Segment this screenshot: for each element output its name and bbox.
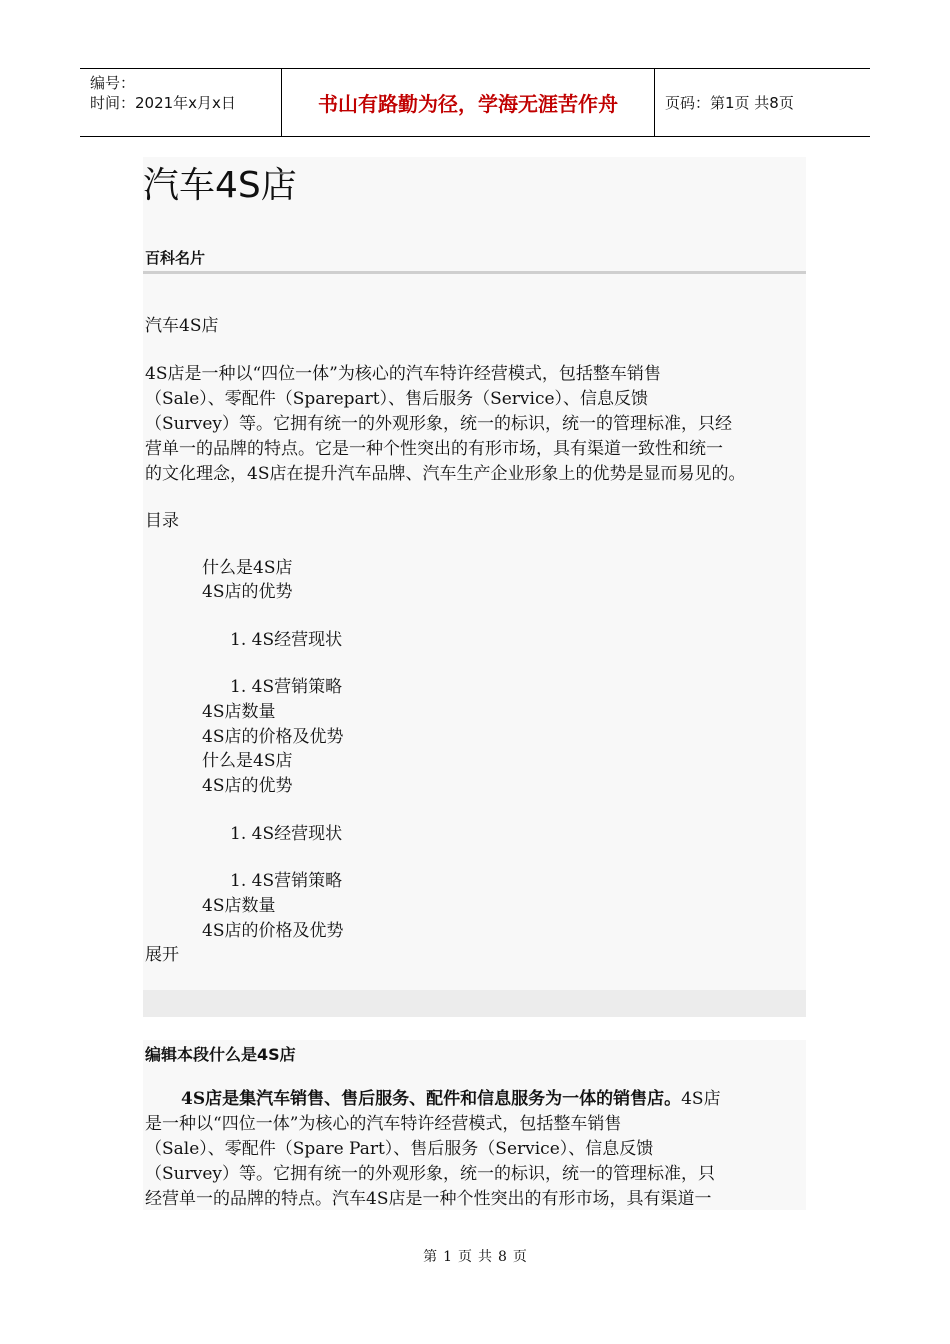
expand-link[interactable]: 展开: [145, 945, 179, 965]
divider: [143, 271, 806, 274]
intro-line: （Sale）、零配件（Sparepart）、售后服务（Service）、信息反馈: [145, 389, 649, 409]
toc-link[interactable]: 4S店的价格及优势: [202, 921, 344, 941]
page-title: 汽车4S店: [143, 165, 297, 206]
time-label: 时间：2021年x月x日: [90, 94, 236, 112]
document-header: [80, 68, 870, 137]
section-paragraph: [145, 1087, 810, 1212]
section-lead-bold: 4S店是集汽车销售、售后服务、配件和信息服务为一体的销售店。: [181, 1089, 682, 1109]
toc-link[interactable]: 4S店的优势: [202, 582, 293, 602]
intro-line: 4S店是一种以“四位一体”为核心的汽车特许经营模式，包括整车销售: [145, 364, 661, 384]
toc-label: 目录: [145, 511, 179, 531]
section-lead-line: [145, 1087, 810, 1112]
intro-line: 的文化理念，4S店在提升汽车品牌、汽车生产企业形象上的优势是显而易见的。: [145, 464, 746, 484]
toc-sublink[interactable]: 1. 4S经营现状: [230, 824, 343, 844]
toc-link[interactable]: 4S店数量: [202, 702, 276, 722]
page-info: 页码：第1页 共8页: [665, 94, 794, 112]
toc-link[interactable]: 什么是4S店: [202, 751, 293, 771]
section-line: 是一种以“四位一体”为核心的汽车特许经营模式，包括整车销售: [145, 1114, 622, 1134]
intro-line: （Survey）等。它拥有统一的外观形象，统一的标识，统一的管理标准，只经: [145, 414, 732, 434]
toc-sublink[interactable]: 1. 4S经营现状: [230, 630, 343, 650]
section-lead-rest: 4S店: [681, 1089, 721, 1109]
section-line: （Sale）、零配件（Spare Part）、售后服务（Service）、信息反馈: [145, 1139, 654, 1159]
toc-sublink[interactable]: 1. 4S营销策略: [230, 871, 343, 891]
header-meta-cell: [80, 69, 282, 136]
footer-total-pages: 8: [498, 1249, 507, 1265]
toc-link[interactable]: 4S店数量: [202, 896, 276, 916]
page-info-cell: [655, 69, 870, 136]
toc-link[interactable]: 什么是4S店: [202, 558, 293, 578]
card-footer-band: [143, 990, 806, 1017]
intro-paragraph: [145, 362, 810, 487]
intro-line: 营单一的品牌的特点。它是一种个性突出的有形市场，具有渠道一致性和统一: [145, 439, 723, 459]
footer-ye2: 页: [512, 1249, 527, 1265]
footer-gong: 共: [478, 1249, 492, 1265]
footer-ye: 页: [458, 1249, 472, 1265]
section-line: （Survey）等。它拥有统一的外观形象，统一的标识，统一的管理标准，只: [145, 1164, 715, 1184]
name-line: 汽车4S店: [145, 316, 219, 336]
motto-cell: [282, 69, 655, 136]
encyclopedia-card-label: 百科名片: [145, 249, 206, 267]
motto-text: 书山有路勤为径，学海无涯苦作舟: [318, 92, 618, 116]
footer-di: 第: [423, 1249, 438, 1265]
toc-sublink[interactable]: 1. 4S营销策略: [230, 677, 343, 697]
page-footer: [0, 1246, 950, 1266]
number-label: 编号：: [90, 74, 136, 92]
toc-link[interactable]: 4S店的优势: [202, 776, 293, 796]
section-title: 编辑本段什么是4S店: [145, 1045, 296, 1064]
section-line: 经营单一的品牌的特点。汽车4S店是一种个性突出的有形市场，具有渠道一: [145, 1189, 712, 1209]
footer-page-number: 1: [443, 1249, 452, 1265]
toc-link[interactable]: 4S店的价格及优势: [202, 727, 344, 747]
